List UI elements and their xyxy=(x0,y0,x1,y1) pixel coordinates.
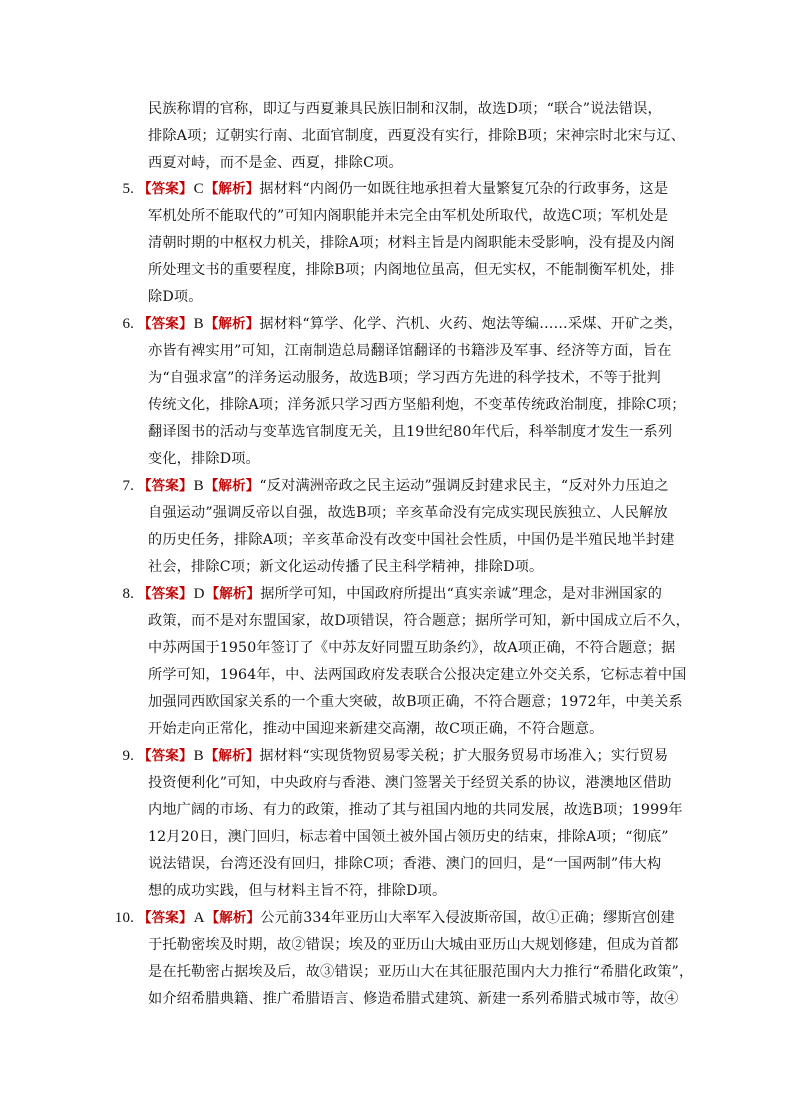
analysis-label: 【解析】 xyxy=(204,316,260,332)
item-number: 6. xyxy=(122,316,134,332)
analysis-label: 【解析】 xyxy=(204,181,260,197)
analysis-line: 清朝时期的中枢权力机关，排除A项；材料主旨是内阁职能未受影响，没有提及内阁 xyxy=(148,235,675,251)
analysis-line: 于托勒密埃及时期，故②错误；埃及的亚历山大城由亚历山大规划修建，但成为首都 xyxy=(148,937,679,953)
continuation-line: 排除A项；辽朝实行南、北面官制度，西夏没有实行，排除B项；宋神宗时北宋与辽、 xyxy=(148,128,686,144)
analysis-line: 所处理文书的重要程度，排除B项；内阁地位虽高，但无实权，不能制衡军机处，排 xyxy=(148,262,675,278)
analysis-line: 的历史任务，排除A项；辛亥革命没有改变中国社会性质，中国仍是半殖民地半封建 xyxy=(148,532,675,548)
analysis-label: 【解析】 xyxy=(204,748,260,764)
analysis-text: “反对满洲帝政之民主运动”强调反封建求民主，“反对外力压迫之 xyxy=(259,478,669,494)
analysis-line: 12月20日，澳门回归，标志着中国领土被外国占领历史的结束，排除A项；“彻底” xyxy=(148,829,669,845)
analysis-text: 据材料“内阁仍一如既往地承担着大量繁复冗杂的行政事务，这是 xyxy=(259,181,669,197)
item-number: 5. xyxy=(122,181,134,197)
item-7-first-line xyxy=(108,479,669,494)
item-5-first-line xyxy=(108,182,668,197)
analysis-line: 为“自强求富”的洋务运动服务，故选B项；学习西方先进的科学技术，不等于批判 xyxy=(148,370,661,386)
answer-letter: D xyxy=(193,586,205,602)
item-number: 10. xyxy=(114,910,134,926)
analysis-line: 变化，排除D项。 xyxy=(148,451,260,467)
analysis-line: 加强同西欧国家关系的一个重大突破，故B项正确，不符合题意；1972年，中美关系 xyxy=(148,694,683,710)
answer-letter: C xyxy=(193,181,204,197)
item-9-first-line xyxy=(108,749,668,764)
analysis-line: 所学可知，1964年，中、法两国政府发表联合公报决定建立外交关系，它标志着中国 xyxy=(148,667,687,683)
answer-letter: B xyxy=(193,316,204,332)
answer-letter: A xyxy=(193,910,205,926)
answer-letter: B xyxy=(193,478,204,494)
answer-letter: B xyxy=(193,748,204,764)
analysis-text: 据材料“实现货物贸易零关税；扩大服务贸易市场准入；实行贸易 xyxy=(259,748,669,764)
analysis-text: 据所学可知，中国政府所提出“真实亲诚”理念，是对非洲国家的 xyxy=(260,586,663,602)
analysis-line: 自强运动”强调反帝以自强，故选B项；辛亥革命没有完成实现民族独立、人民解放 xyxy=(148,505,668,521)
item-6-first-line xyxy=(108,317,683,332)
item-number: 7. xyxy=(122,478,134,494)
item-8-first-line xyxy=(108,587,662,602)
answer-label: 【答案】 xyxy=(138,586,193,602)
answer-label: 【答案】 xyxy=(138,910,193,926)
analysis-text: 公元前334年亚历山大率军入侵波斯帝国，故①正确；缪斯宫创建 xyxy=(260,910,675,926)
analysis-line: 亦皆有裨实用”可知，江南制造总局翻译馆翻译的书籍涉及军事、经济等方面，旨在 xyxy=(148,343,672,359)
continuation-line: 西夏对峙，而不是金、西夏，排除C项。 xyxy=(148,155,403,171)
analysis-line: 投资便利化”可知，中央政府与香港、澳门签署关于经贸关系的协议，港澳地区借助 xyxy=(148,775,672,791)
analysis-text: 据材料“算学、化学、汽机、火药、炮法等编……采煤、开矿之类， xyxy=(259,316,683,332)
analysis-line: 内地广阔的市场、有力的政策，推动了其与祖国内地的共同发展，故选B项；1999年 xyxy=(148,802,683,818)
analysis-line: 社会，排除C项；新文化运动传播了民主科学精神，排除D项。 xyxy=(148,559,544,575)
continuation-line: 民族称谓的官称，即辽与西夏兼具民族旧制和汉制，故选D项；“联合”说法错误， xyxy=(148,101,662,117)
analysis-line: 中苏两国于1950年签订了《中苏友好同盟互助条约》，故A项正确，不符合题意；据 xyxy=(148,640,676,656)
item-number: 8. xyxy=(122,586,134,602)
answer-label: 【答案】 xyxy=(138,181,193,197)
analysis-line: 军机处所不能取代的”可知内阁职能并未完全由军机处所取代，故选C项；军机处是 xyxy=(148,208,669,224)
analysis-line: 除D项。 xyxy=(148,289,203,305)
item-10-first-line xyxy=(108,911,675,926)
item-number: 9. xyxy=(122,748,134,764)
answer-label: 【答案】 xyxy=(138,748,193,764)
answer-label: 【答案】 xyxy=(138,316,193,332)
analysis-line: 传统文化，排除A项；洋务派只学习西方坚船利炮，不变革传统政治制度，排除C项； xyxy=(148,397,686,413)
analysis-line: 政策，而不是对东盟国家，故D项错误，符合题意；据所学可知，新中国成立后不久， xyxy=(148,613,691,629)
analysis-line: 说法错误，台湾还没有回归，排除C项；香港、澳门的回归，是“一国两制”伟大构 xyxy=(148,856,662,872)
analysis-line: 想的成功实践，但与材料主旨不符，排除D项。 xyxy=(148,883,447,899)
analysis-line: 如介绍希腊典籍、推广希腊语言、修造希腊式建筑、新建一系列希腊式城市等，故④ xyxy=(148,991,679,1007)
analysis-label: 【解析】 xyxy=(205,910,261,926)
analysis-label: 【解析】 xyxy=(204,478,260,494)
analysis-line: 开始走向正常化，推动中国迎来新建交高潮，故C项正确，不符合题意。 xyxy=(148,721,604,737)
analysis-line: 翻译图书的活动与变革选官制度无关，且19世纪80年代后，科举制度才发生一系列 xyxy=(148,424,673,440)
answer-label: 【答案】 xyxy=(138,478,193,494)
analysis-line: 是在托勒密占据埃及后，故③错误；亚历山大在其征服范围内大力推行“希腊化政策”， xyxy=(148,964,694,980)
analysis-label: 【解析】 xyxy=(205,586,261,602)
